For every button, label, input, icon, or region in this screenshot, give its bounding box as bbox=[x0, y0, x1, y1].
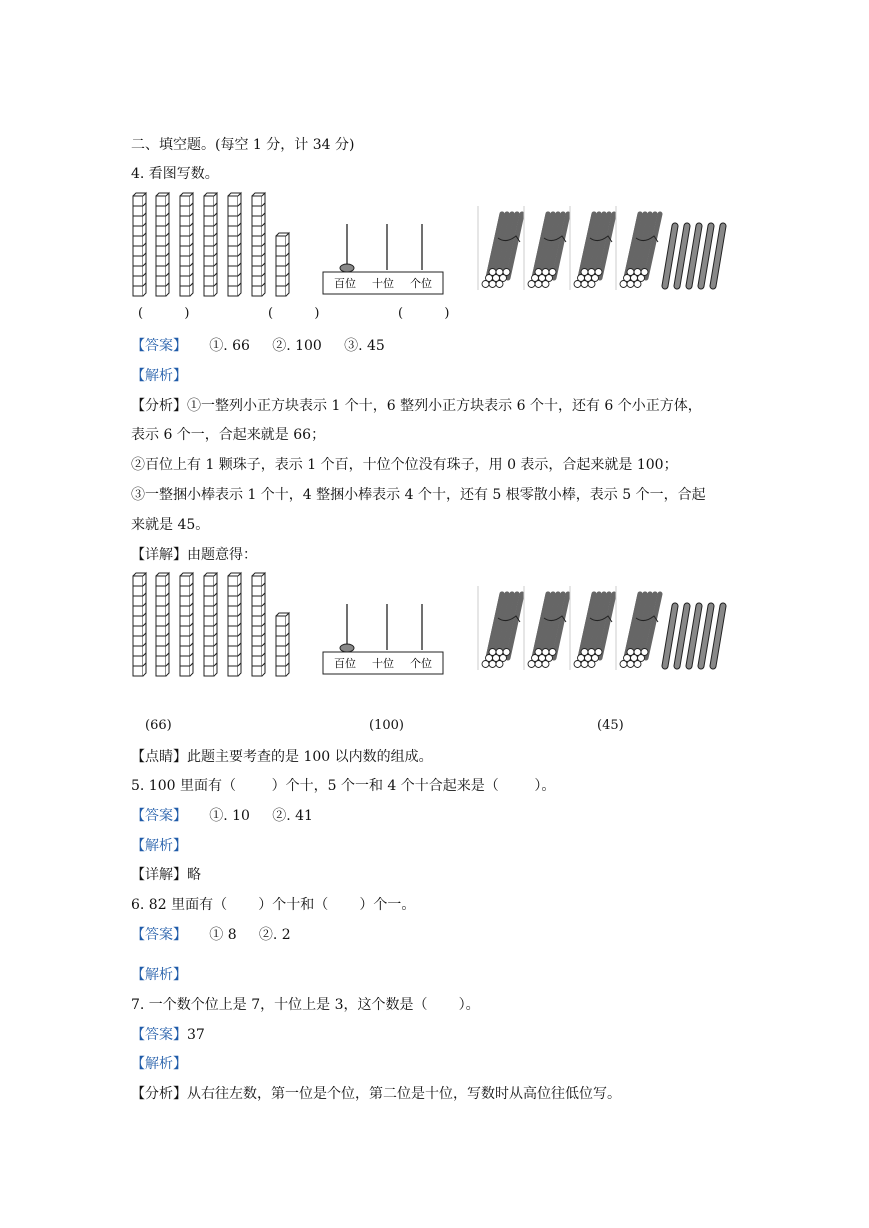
blank-2: ( ) bbox=[268, 306, 320, 321]
answer-text: ① 8 ②. 2 bbox=[187, 927, 291, 943]
figure-row-2 bbox=[125, 570, 740, 682]
dianjing-text: 此题主要考查的是 100 以内数的组成。 bbox=[187, 749, 433, 765]
fenxi-4: ③一整捆小棒表示 1 个十，4 整捆小棒表示 4 个十，还有 5 根零散小棒，表示 5 个一，合起 bbox=[131, 487, 706, 503]
stick-bundles bbox=[478, 206, 723, 290]
analysis-tag: 【解析】 bbox=[131, 838, 187, 854]
fenxi-5: 来就是 45。 bbox=[131, 517, 210, 533]
section-heading: 二、填空题。(每空 1 分，计 34 分) bbox=[131, 137, 355, 153]
blank-1: ( ) bbox=[138, 306, 190, 321]
detail-tag: 【详解】 bbox=[131, 547, 187, 563]
abacus-label-hundreds: 百位 bbox=[334, 657, 356, 670]
stick-bundles bbox=[478, 586, 723, 670]
fenxi-3: ②百位上有 1 颗珠子，表示 1 个百，十位个位没有珠子，用 0 表示，合起来就是 100； bbox=[131, 457, 678, 473]
answer-text: ①. 66 ②. 100 ③. 45 bbox=[187, 338, 385, 354]
fenxi-2: 表示 6 个一，合起来就是 66； bbox=[131, 427, 326, 443]
figure-row-1 bbox=[125, 190, 740, 302]
blank-3: ( ) bbox=[398, 306, 450, 321]
question-6: 6. 82 里面有（ ）个十和（ ）个一。 bbox=[131, 897, 416, 913]
answer-text: ①. 10 ②. 41 bbox=[187, 808, 313, 824]
abacus-label-hundreds: 百位 bbox=[334, 277, 356, 290]
dianjing-tag: 【点睛】 bbox=[131, 749, 187, 765]
fenxi-tag: 【分析】 bbox=[131, 398, 187, 414]
question-5: 5. 100 里面有（ ）个十，5 个一和 4 个十合起来是（ ）。 bbox=[131, 778, 556, 794]
abacus-label-tens: 十位 bbox=[372, 277, 394, 290]
analysis-tag: 【解析】 bbox=[131, 368, 187, 384]
fenxi-1: ①一整列小正方块表示 1 个十，6 整列小正方块表示 6 个十，还有 6 个小正方体， bbox=[187, 398, 702, 414]
detail-text: 略 bbox=[187, 867, 201, 883]
filled-answer-2: (100) bbox=[369, 718, 404, 733]
question-4: 4. 看图写数。 bbox=[131, 166, 219, 182]
cube-columns bbox=[133, 573, 289, 676]
answer-tag: 【答案】 bbox=[131, 1027, 187, 1043]
abacus bbox=[323, 224, 443, 294]
filled-answer-3: (45) bbox=[597, 718, 624, 733]
answer-text: 37 bbox=[187, 1027, 205, 1043]
analysis-tag: 【解析】 bbox=[131, 967, 187, 983]
analysis-tag: 【解析】 bbox=[131, 1056, 187, 1072]
fenxi-tag: 【分析】 bbox=[131, 1086, 187, 1102]
answer-tag: 【答案】 bbox=[131, 808, 187, 824]
filled-answer-1: (66) bbox=[145, 718, 172, 733]
question-7: 7. 一个数个位上是 7，十位上是 3，这个数是（ ）。 bbox=[131, 997, 480, 1013]
abacus bbox=[323, 604, 443, 674]
detail-tag: 【详解】 bbox=[131, 867, 187, 883]
abacus-label-ones: 个位 bbox=[410, 657, 432, 670]
fenxi-text: 从右往左数，第一位是个位，第二位是十位，写数时从高位往低位写。 bbox=[187, 1086, 621, 1102]
abacus-label-ones: 个位 bbox=[410, 277, 432, 290]
answer-tag: 【答案】 bbox=[131, 338, 187, 354]
cube-columns bbox=[133, 193, 289, 296]
answer-tag: 【答案】 bbox=[131, 927, 187, 943]
detail-text: 由题意得： bbox=[187, 547, 257, 563]
abacus-label-tens: 十位 bbox=[372, 657, 394, 670]
